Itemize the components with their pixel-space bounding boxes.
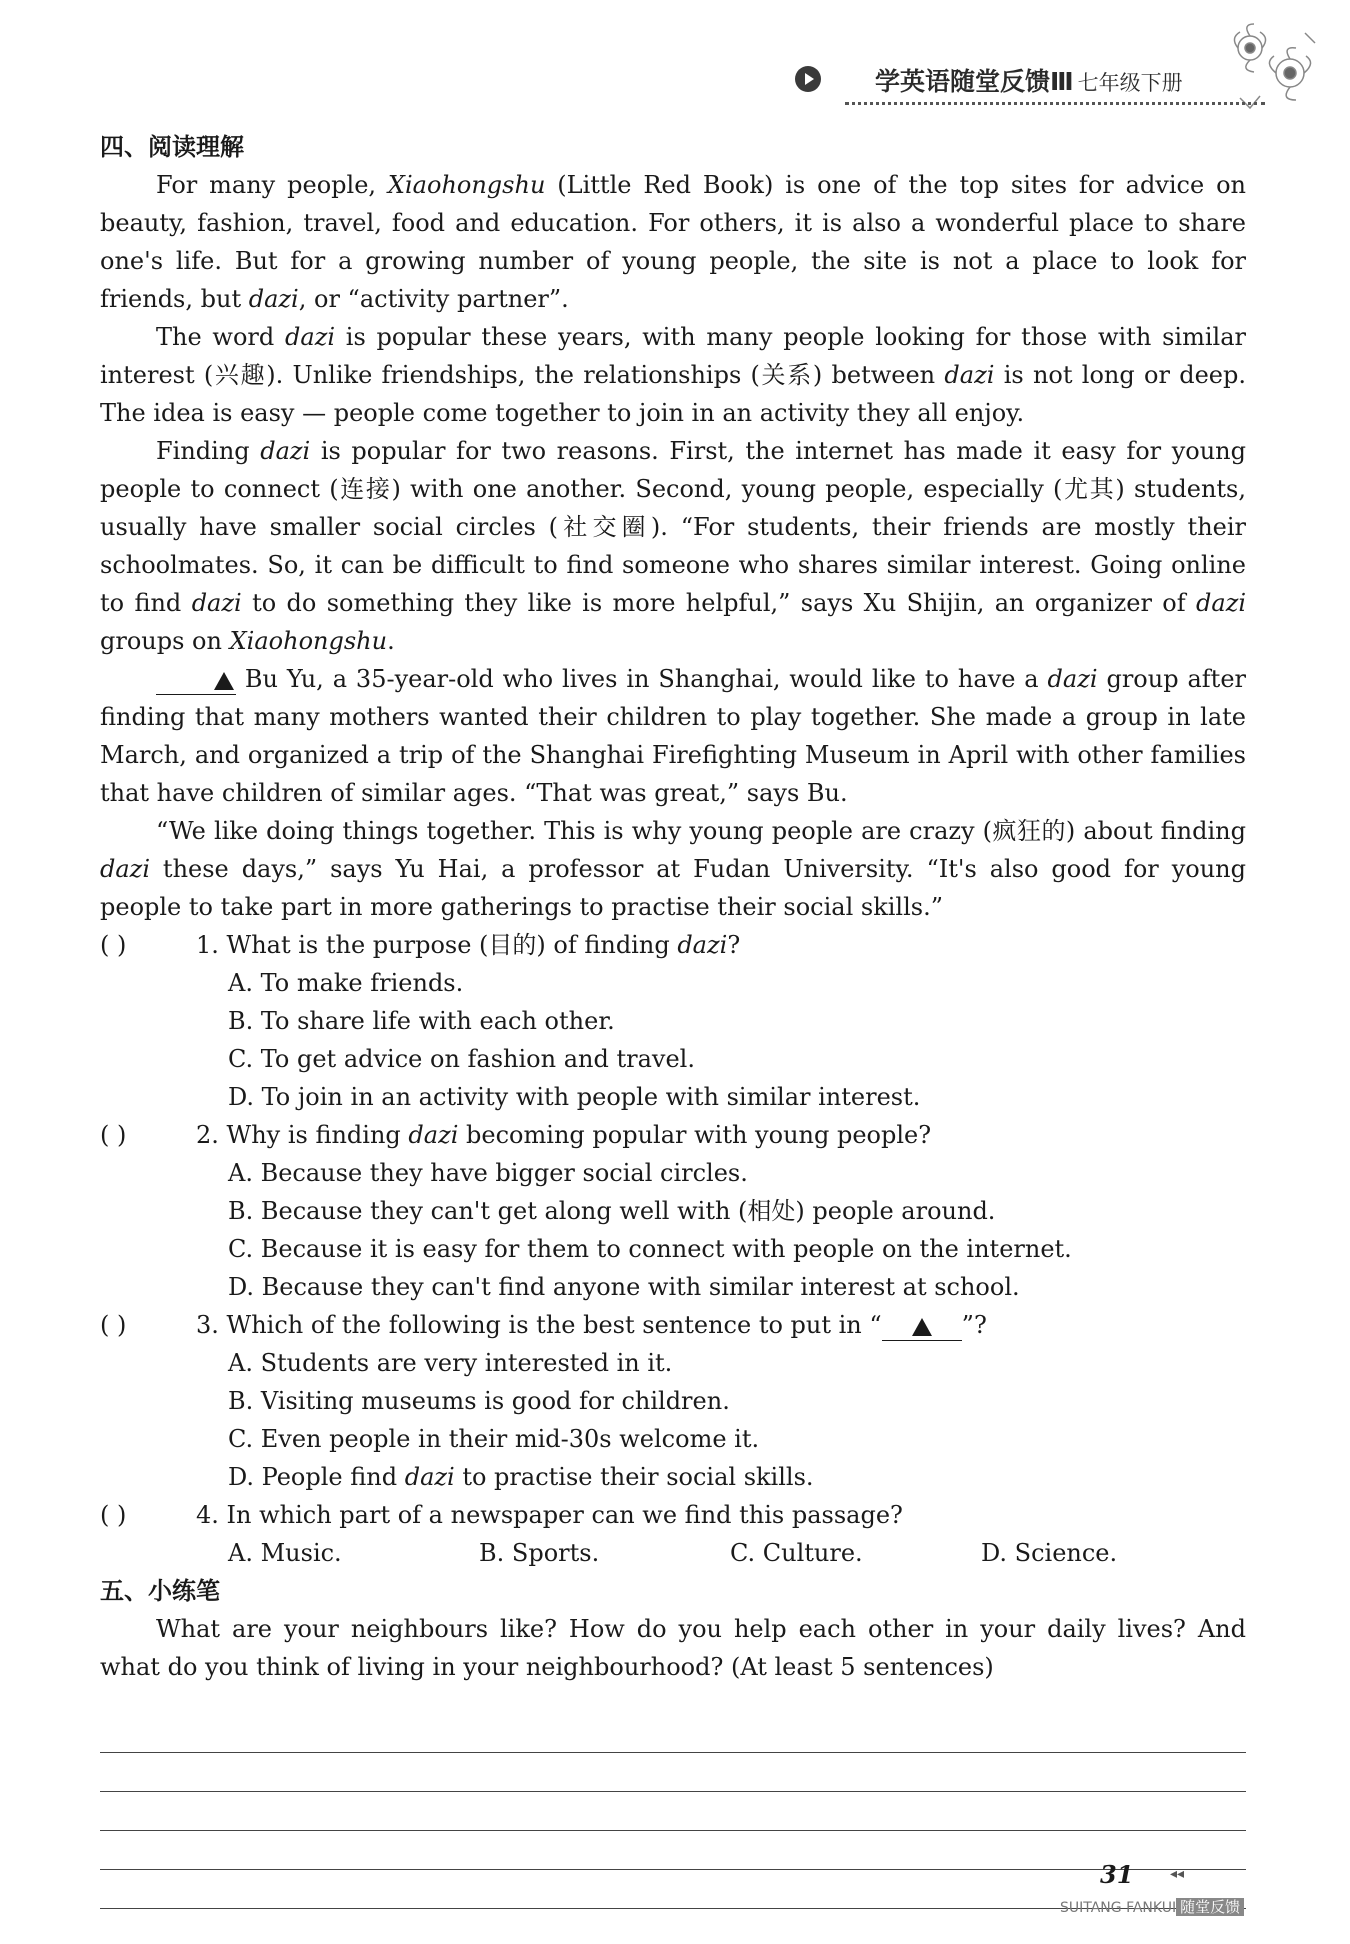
italic-term: dazi (248, 285, 299, 313)
italic-term: dazi (1196, 589, 1247, 617)
book-title: 学英语随堂反馈Ⅲ 七年级下册 (875, 67, 1183, 96)
page-number: 31 (1100, 1860, 1134, 1889)
answer-option: D. Science. (981, 1539, 1118, 1567)
italic-term: dazi (260, 437, 311, 465)
answer-blank[interactable] (882, 1310, 962, 1341)
answer-option: B. To share life with each other. (228, 1007, 615, 1035)
answer-parentheses[interactable]: ( ) (100, 931, 127, 959)
writing-line[interactable] (100, 1714, 1246, 1753)
italic-term: Xiaohongshu (229, 627, 388, 655)
answer-option: C. Culture. (730, 1539, 863, 1567)
italic-term: dazi (944, 361, 995, 389)
question-stem: ( ) 1. What is the purpose (目的) of finding dazi? (100, 926, 1246, 964)
answer-option: C. To get advice on fashion and travel. (228, 1045, 695, 1073)
writing-line[interactable] (100, 1792, 1246, 1831)
answer-parentheses[interactable]: ( ) (100, 1501, 127, 1529)
section-5-title: 五、小练笔 (100, 1577, 220, 1605)
writing-line[interactable] (100, 1753, 1246, 1792)
italic-term: dazi (100, 855, 150, 883)
answer-option: B. Sports. (479, 1539, 600, 1567)
answer-option: D. Because they can't find anyone with similar interest at school. (228, 1273, 1020, 1301)
brand-english: SUITANG FANKUI (1060, 1900, 1177, 1916)
question-stem: ( ) 4. In which part of a newspaper can we find this passage? (100, 1496, 1246, 1534)
italic-term: dazi (1047, 665, 1098, 693)
page-header (795, 58, 1275, 108)
reading-passage (100, 166, 1246, 926)
italic-term: dazi (191, 589, 242, 617)
italic-term: Xiaohongshu (387, 171, 546, 199)
answer-option: B. Because they can't get along well with (相处) people around. (228, 1197, 996, 1225)
question-stem: ( ) 3. Which of the following is the best sentence to put in “ ”? (100, 1306, 1246, 1344)
answer-blank[interactable] (156, 664, 236, 695)
answer-option-row (100, 1534, 1246, 1572)
answer-option: C. Because it is easy for them to connect with people on the internet. (228, 1235, 1072, 1263)
answer-option: D. People find dazi to practise their social skills. (228, 1463, 814, 1491)
worksheet-content (100, 128, 1246, 1909)
header-dotted-line (845, 102, 1265, 105)
brand-chinese: 随堂反馈 (1176, 1898, 1244, 1916)
passage-paragraph: The word dazi is popular these years, with many people looking for those with similar interest (兴趣). Unlike friendships, the relationships (关系) between dazi is not long or deep. The idea is easy — people come together to join in an activity they all enjoy. (100, 323, 1246, 427)
brand-label (1060, 1896, 1244, 1917)
question-stem: ( ) 2. Why is finding dazi becoming popular with young people? (100, 1116, 1246, 1154)
writing-prompt: What are your neighbours like? How do you help each other in your daily lives? And what do you think of living in your neighbourhood? (At least 5 sentences) (100, 1615, 1246, 1681)
answer-option: A. To make friends. (228, 969, 464, 997)
italic-term: dazi (404, 1463, 455, 1491)
answer-parentheses[interactable]: ( ) (100, 1121, 127, 1149)
play-icon (795, 66, 821, 92)
answer-option: D. To join in an activity with people with similar interest. (228, 1083, 921, 1111)
italic-term: dazi (285, 323, 336, 351)
passage-paragraph: “We like doing things together. This is why young people are crazy (疯狂的) about finding dazi these days,” says Yu Hai, a professor at Fudan University. “It's also good for young people to take part in more gatherings to practise their social skills.” (100, 817, 1246, 921)
triangle-icon (214, 672, 234, 690)
book-subtitle: 七年级下册 (1077, 71, 1183, 95)
triangle-icon (912, 1318, 932, 1336)
question-list (100, 926, 1246, 1572)
arrow-icon: ◂◂ (1170, 1866, 1185, 1882)
answer-option: A. Students are very interested in it. (228, 1349, 673, 1377)
passage-paragraph: Bu Yu, a 35-year-old who lives in Shanghai, would like to have a dazi group after finding that many mothers wanted their children to play together. She made a group in late March, and organized a trip of the Shanghai Firefighting Museum in April with other families that have children of similar ages. “That was great,” says Bu. (100, 665, 1247, 807)
passage-paragraph: Finding dazi is popular for two reasons. First, the internet has made it easy for young people to connect (连接) with one another. Second, young people, especially (尤其) students, usually have smaller social circles (社交圈). “For students, their friends are mostly their schoolmates. So, it can be difficult to find someone who shares similar interest. Going online to find dazi to do something they like is more helpful,” says Xu Shijin, an organizer of dazi groups on Xiaohongshu. (100, 437, 1247, 655)
answer-parentheses[interactable]: ( ) (100, 1311, 127, 1339)
answer-option: A. Music. (228, 1539, 342, 1567)
answer-option: B. Visiting museums is good for children. (228, 1387, 730, 1415)
page-footer (1060, 1860, 1280, 1920)
answer-option: C. Even people in their mid-30s welcome it. (228, 1425, 760, 1453)
passage-paragraph: For many people, Xiaohongshu (Little Red Book) is one of the top sites for advice on beauty, fashion, travel, food and education. For others, it is also a wonderful place to share one's life. But for a growing number of young people, the site is not a place to look for friends, but dazi, or “activity partner”. (100, 171, 1246, 313)
italic-term: dazi (408, 1121, 459, 1149)
italic-term: dazi (677, 931, 728, 959)
answer-option: A. Because they have bigger social circles. (228, 1159, 748, 1187)
section-4-title: 四、阅读理解 (100, 133, 244, 161)
